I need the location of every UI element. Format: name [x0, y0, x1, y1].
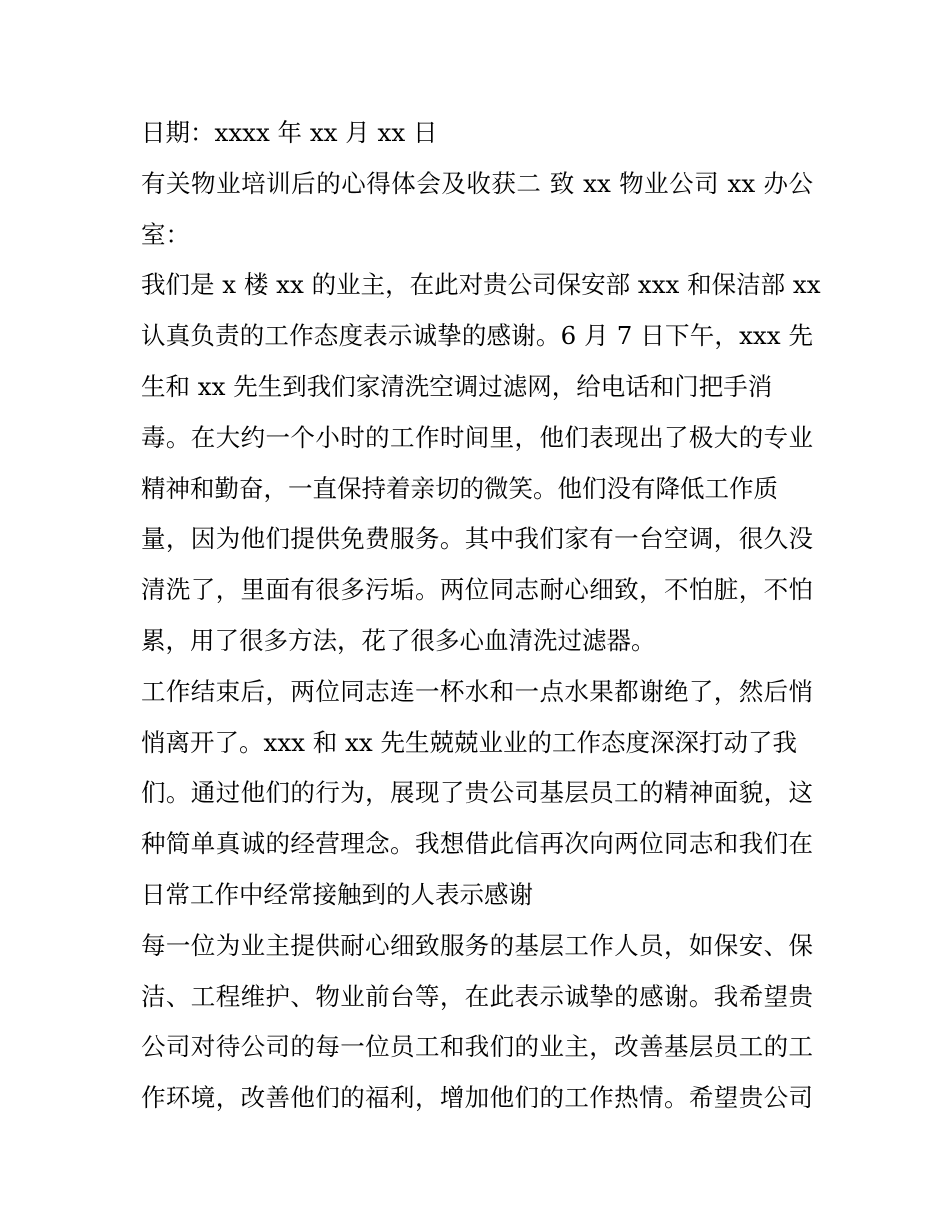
- text-line: 毒。在大约一个小时的工作时间里，他们表现出了极大的专业: [141, 422, 813, 452]
- text-line: 累，用了很多方法，花了很多心血清洗过滤器。: [141, 625, 656, 655]
- text-line: 悄离开了。xxx 和 xx 先生兢兢业业的工作态度深深打动了我: [141, 727, 797, 757]
- text-line: 每一位为业主提供耐心细致服务的基层工作人员，如保安、保: [141, 930, 813, 960]
- text-line: 认真负责的工作态度表示诚挚的感谢。6 月 7 日下午，xxx 先: [141, 321, 813, 351]
- date-line: 日期：xxxx 年 xx 月 xx 日: [141, 118, 438, 147]
- text-line: 公司对待公司的每一位员工和我们的业主，改善基层员工的工: [141, 1032, 813, 1062]
- text-line: 室：: [141, 219, 190, 249]
- text-line: 生和 xx 先生到我们家清洗空调过滤网，给电话和门把手消: [141, 371, 773, 401]
- text-line: 有关物业培训后的心得体会及收获二 致 xx 物业公司 xx 办公: [141, 168, 813, 198]
- text-line: 清洗了，里面有很多污垢。两位同志耐心细致，不怕脏，不怕: [141, 575, 813, 605]
- text-line: 作环境，改善他们的福利，增加他们的工作热情。希望贵公司: [141, 1083, 813, 1113]
- text-line: 量，因为他们提供免费服务。其中我们家有一台空调，很久没: [141, 524, 813, 554]
- text-line: 日常工作中经常接触到的人表示感谢: [141, 879, 533, 909]
- text-line: 们。通过他们的行为，展现了贵公司基层员工的精神面貌，这: [141, 778, 813, 808]
- text-line: 工作结束后，两位同志连一杯水和一点水果都谢绝了，然后悄: [141, 676, 813, 706]
- letter-body: [141, 108, 821, 1124]
- text-line: 精神和勤奋，一直保持着亲切的微笑。他们没有降低工作质: [141, 473, 778, 503]
- text-line: 种简单真诚的经营理念。我想借此信再次向两位同志和我们在: [141, 829, 813, 859]
- text-line: 我们是 x 楼 xx 的业主，在此对贵公司保安部 xxx 和保洁部 xx: [141, 270, 821, 300]
- text-line: 洁、工程维护、物业前台等，在此表示诚挚的感谢。我希望贵: [141, 981, 813, 1011]
